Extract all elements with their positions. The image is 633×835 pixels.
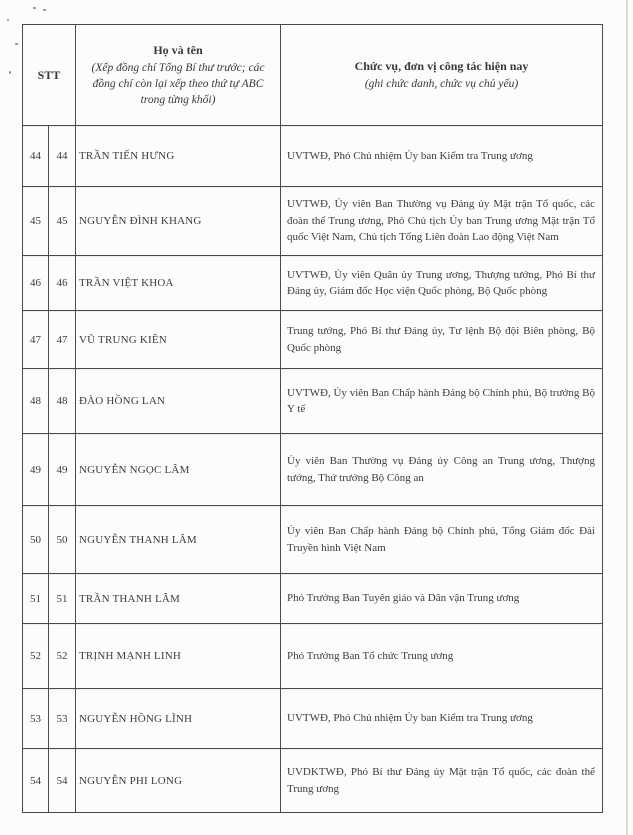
stt-cell-2: 46 bbox=[49, 256, 76, 311]
header-stt-label: STT bbox=[37, 67, 61, 82]
position-cell: Trung tướng, Phó Bí thư Đảng ủy, Tư lệnh Bộ đội Biên phòng, Bộ Quốc phòng bbox=[281, 311, 603, 369]
stt-cell-2: 54 bbox=[49, 749, 76, 813]
name-cell: TRẦN VIỆT KHOA bbox=[76, 256, 281, 311]
name-cell: NGUYỄN ĐÌNH KHANG bbox=[76, 187, 281, 256]
scan-speck bbox=[33, 7, 36, 9]
scan-speck bbox=[15, 43, 18, 45]
name-cell: TRỊNH MẠNH LINH bbox=[76, 624, 281, 689]
header-name bbox=[76, 25, 281, 126]
name-cell: NGUYỄN THANH LÂM bbox=[76, 506, 281, 574]
position-cell: Phó Trưởng Ban Tuyên giáo và Dân vận Trung ương bbox=[281, 574, 603, 624]
header-position bbox=[281, 25, 603, 126]
position-cell: UVTWĐ, Ủy viên Ban Thường vụ Đảng ủy Mặt trận Tổ quốc, các đoàn thể Trung ương, Phó Chủ tịch Ủy ban Trung ương Mặt trận Tổ quốc Việt Nam, Chủ tịch Tổng Liên đoàn Lao động Việt Nam bbox=[281, 187, 603, 256]
table-row bbox=[23, 369, 603, 434]
stt-cell: 54 bbox=[23, 749, 49, 813]
table-row bbox=[23, 126, 603, 187]
header-position-note: (ghi chức danh, chức vụ chủ yếu) bbox=[364, 78, 519, 90]
position-cell: UVTWĐ, Ủy viên Quân ủy Trung ương, Thượng tướng, Phó Bí thư Đảng ủy, Giám đốc Học viện Quốc phòng, Bộ Quốc phòng bbox=[281, 256, 603, 311]
table-row bbox=[23, 434, 603, 506]
stt-cell: 53 bbox=[23, 689, 49, 749]
personnel-table bbox=[22, 24, 603, 813]
table-row bbox=[23, 624, 603, 689]
name-cell: TRẦN TIẾN HƯNG bbox=[76, 126, 281, 187]
stt-cell: 46 bbox=[23, 256, 49, 311]
position-cell: Ủy viên Ban Chấp hành Đảng bộ Chính phủ, Tổng Giám đốc Đài Truyền hình Việt Nam bbox=[281, 506, 603, 574]
stt-cell-2: 49 bbox=[49, 434, 76, 506]
stt-cell-2: 47 bbox=[49, 311, 76, 369]
scan-speck bbox=[43, 9, 46, 11]
stt-cell-2: 53 bbox=[49, 689, 76, 749]
scan-speck bbox=[9, 71, 11, 74]
stt-cell: 51 bbox=[23, 574, 49, 624]
table-row bbox=[23, 749, 603, 813]
table-row bbox=[23, 574, 603, 624]
position-cell: UVDKTWĐ, Phó Bí thư Đảng ủy Mặt trận Tổ quốc, các đoàn thể Trung ương bbox=[281, 749, 603, 813]
position-cell: UVTWĐ, Ủy viên Ban Chấp hành Đảng bộ Chính phủ, Bộ trưởng Bộ Y tế bbox=[281, 369, 603, 434]
table-header-row bbox=[23, 25, 603, 126]
table-row bbox=[23, 311, 603, 369]
header-name-note: (Xếp đồng chí Tổng Bí thư trước; các đồng chí còn lại xếp theo thứ tự ABC trong từng khối) bbox=[91, 62, 265, 106]
name-cell: NGUYỄN HỒNG LĨNH bbox=[76, 689, 281, 749]
stt-cell: 52 bbox=[23, 624, 49, 689]
header-position-title: Chức vụ, đơn vị công tác hiện nay bbox=[354, 59, 529, 73]
header-stt bbox=[23, 25, 76, 126]
name-cell: TRẦN THANH LÂM bbox=[76, 574, 281, 624]
position-cell: UVTWĐ, Phó Chủ nhiệm Ủy ban Kiểm tra Trung ương bbox=[281, 126, 603, 187]
name-cell: NGUYỄN PHI LONG bbox=[76, 749, 281, 813]
stt-cell: 49 bbox=[23, 434, 49, 506]
stt-cell-2: 51 bbox=[49, 574, 76, 624]
table-row bbox=[23, 187, 603, 256]
stt-cell-2: 52 bbox=[49, 624, 76, 689]
table-row bbox=[23, 506, 603, 574]
stt-cell: 47 bbox=[23, 311, 49, 369]
position-cell: Phó Trưởng Ban Tổ chức Trung ương bbox=[281, 624, 603, 689]
position-cell: UVTWĐ, Phó Chủ nhiệm Ủy ban Kiểm tra Trung ương bbox=[281, 689, 603, 749]
header-name-title: Họ và tên bbox=[153, 43, 203, 57]
stt-cell: 48 bbox=[23, 369, 49, 434]
name-cell: VŨ TRUNG KIÊN bbox=[76, 311, 281, 369]
name-cell: ĐÀO HỒNG LAN bbox=[76, 369, 281, 434]
position-cell: Ủy viên Ban Thường vụ Đảng ủy Công an Trung ương, Thượng tướng, Thứ trưởng Bộ Công an bbox=[281, 434, 603, 506]
scan-edge-line bbox=[626, 0, 628, 835]
table-row bbox=[23, 689, 603, 749]
name-cell: NGUYỄN NGỌC LÂM bbox=[76, 434, 281, 506]
stt-cell-2: 50 bbox=[49, 506, 76, 574]
stt-cell-2: 48 bbox=[49, 369, 76, 434]
scan-speck bbox=[7, 19, 9, 21]
stt-cell: 45 bbox=[23, 187, 49, 256]
stt-cell: 44 bbox=[23, 126, 49, 187]
stt-cell: 50 bbox=[23, 506, 49, 574]
table-row bbox=[23, 256, 603, 311]
stt-cell-2: 44 bbox=[49, 126, 76, 187]
stt-cell-2: 45 bbox=[49, 187, 76, 256]
